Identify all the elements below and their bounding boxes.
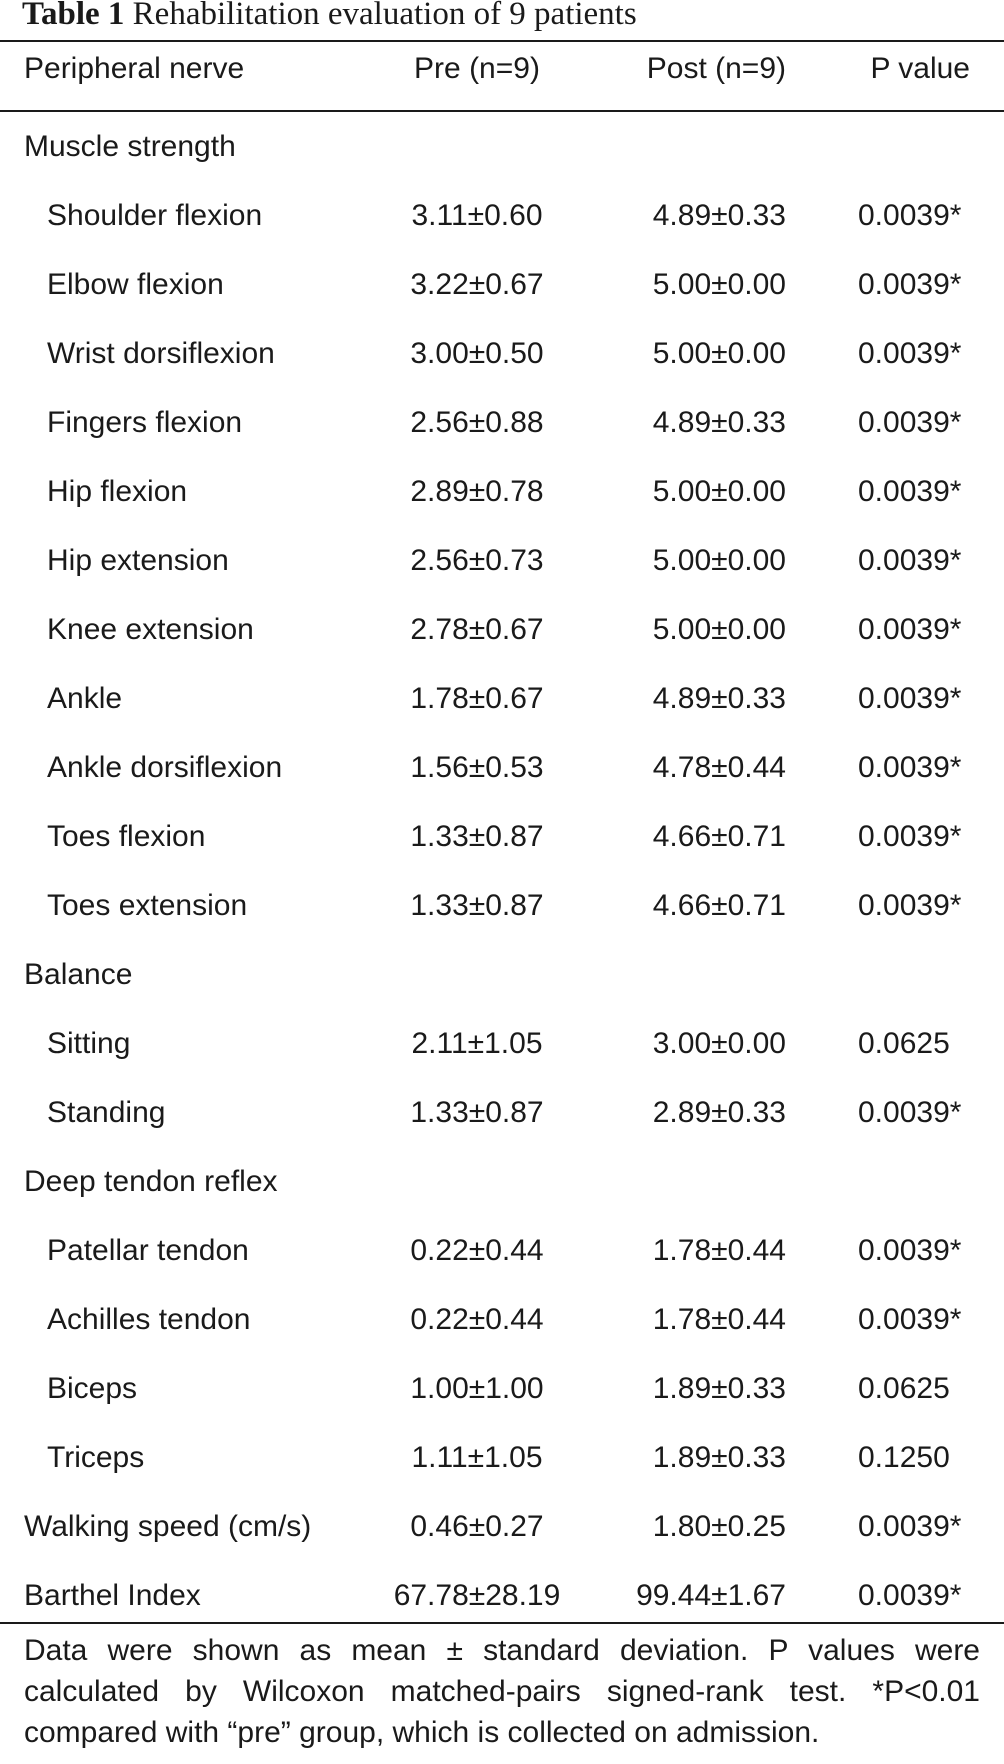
table-caption-title: Rehabilitation evaluation of 9 patients (132, 0, 637, 32)
table-row (0, 733, 1004, 802)
table-row (0, 802, 1004, 871)
p-value: 0.0039* (858, 1510, 962, 1543)
row-label: Deep tendon reflex (24, 1165, 278, 1198)
table-row (0, 1492, 1004, 1561)
table-row (0, 1354, 1004, 1423)
pre-value: 1.11±1.05 (411, 1441, 543, 1474)
p-value: 0.0039* (858, 199, 962, 232)
post-value: 5.00±0.00 (652, 268, 786, 301)
row-label: Biceps (47, 1372, 138, 1405)
row-label: Muscle strength (24, 130, 236, 163)
post-value: 4.89±0.33 (652, 199, 786, 232)
row-label: Toes extension (47, 889, 248, 922)
table-group-row (0, 940, 1004, 1009)
pre-value: 1.33±0.87 (410, 889, 544, 922)
table-footnote: Data were shown as mean ± standard deviation. P values were calculated by Wilcoxon matched-pairs signed-rank test. *P<0.01 compared with “pre” group, which is collected on admission. (24, 1634, 980, 1749)
pre-value: 0.22±0.44 (410, 1303, 544, 1336)
post-value: 4.66±0.71 (652, 820, 786, 853)
p-value: 0.0039* (858, 820, 962, 853)
row-label: Standing (47, 1096, 166, 1129)
table-row (0, 1216, 1004, 1285)
table-group-row (0, 112, 1004, 181)
header-post: Post (n=9) (646, 52, 786, 85)
table-row (0, 871, 1004, 940)
p-value: 0.0039* (858, 889, 962, 922)
p-value: 0.0039* (858, 1303, 962, 1336)
p-value: 0.0039* (858, 544, 962, 577)
p-value: 0.0039* (858, 751, 962, 784)
table-row (0, 457, 1004, 526)
post-value: 4.66±0.71 (652, 889, 786, 922)
pre-value: 0.46±0.27 (410, 1510, 544, 1543)
row-label: Ankle (47, 682, 123, 715)
post-value: 1.78±0.44 (652, 1234, 786, 1267)
pre-value: 1.78±0.67 (410, 682, 544, 715)
header-p-value: P value (870, 52, 970, 85)
p-value: 0.0039* (858, 337, 962, 370)
row-label: Patellar tendon (47, 1234, 249, 1267)
table-row (0, 664, 1004, 733)
row-label: Ankle dorsiflexion (47, 751, 283, 784)
table-row (0, 1423, 1004, 1492)
pre-value: 2.56±0.88 (410, 406, 544, 439)
post-value: 4.89±0.33 (652, 406, 786, 439)
row-label: Knee extension (47, 613, 254, 646)
table-row (0, 1009, 1004, 1078)
pre-value: 3.11±0.60 (411, 199, 543, 232)
post-value: 4.78±0.44 (652, 751, 786, 784)
p-value: 0.0039* (858, 1234, 962, 1267)
table-row (0, 526, 1004, 595)
table-row (0, 1285, 1004, 1354)
header-peripheral-nerve: Peripheral nerve (24, 52, 245, 85)
post-value: 1.78±0.44 (652, 1303, 786, 1336)
row-label: Toes flexion (47, 820, 206, 853)
pre-value: 2.56±0.73 (410, 544, 544, 577)
row-label: Hip extension (47, 544, 229, 577)
row-label: Shoulder flexion (47, 199, 263, 232)
p-value: 0.0625 (858, 1027, 950, 1060)
post-value: 2.89±0.33 (652, 1096, 786, 1129)
row-label: Wrist dorsiflexion (47, 337, 275, 370)
post-value: 4.89±0.33 (652, 682, 786, 715)
table-caption-label: Table 1 (22, 0, 125, 32)
post-value: 99.44±1.67 (636, 1579, 786, 1612)
row-label: Elbow flexion (47, 268, 224, 301)
p-value: 0.0625 (858, 1372, 950, 1405)
pre-value: 1.56±0.53 (410, 751, 544, 784)
table-header-row (0, 34, 1004, 103)
pre-value: 2.11±1.05 (411, 1027, 543, 1060)
p-value: 0.0039* (858, 682, 962, 715)
table-row (0, 319, 1004, 388)
p-value: 0.0039* (858, 268, 962, 301)
post-value: 3.00±0.00 (652, 1027, 786, 1060)
table-row (0, 250, 1004, 319)
table-row (0, 595, 1004, 664)
pre-value: 1.33±0.87 (410, 1096, 544, 1129)
row-label: Achilles tendon (47, 1303, 251, 1336)
p-value: 0.1250 (858, 1441, 950, 1474)
pre-value: 3.00±0.50 (410, 337, 544, 370)
table-row (0, 1078, 1004, 1147)
table-caption (22, 0, 637, 34)
table-row (0, 1561, 1004, 1630)
pre-value: 67.78±28.19 (393, 1579, 561, 1612)
pre-value: 0.22±0.44 (410, 1234, 544, 1267)
table-group-row (0, 1147, 1004, 1216)
post-value: 5.00±0.00 (652, 337, 786, 370)
row-label: Sitting (47, 1027, 131, 1060)
post-value: 5.00±0.00 (652, 475, 786, 508)
row-label: Triceps (47, 1441, 145, 1474)
p-value: 0.0039* (858, 475, 962, 508)
row-label: Walking speed (cm/s) (24, 1510, 312, 1543)
header-pre: Pre (n=9) (414, 52, 540, 85)
post-value: 1.80±0.25 (652, 1510, 786, 1543)
row-label: Fingers flexion (47, 406, 243, 439)
table-row (0, 388, 1004, 457)
p-value: 0.0039* (858, 1096, 962, 1129)
post-value: 1.89±0.33 (652, 1372, 786, 1405)
table-bottom-rule (0, 1622, 1004, 1624)
pre-value: 1.33±0.87 (410, 820, 544, 853)
post-value: 5.00±0.00 (652, 613, 786, 646)
row-label: Balance (24, 958, 133, 991)
pre-value: 1.00±1.00 (410, 1372, 544, 1405)
row-label: Barthel Index (24, 1579, 201, 1612)
row-label: Hip flexion (47, 475, 188, 508)
pre-value: 3.22±0.67 (410, 268, 544, 301)
post-value: 5.00±0.00 (652, 544, 786, 577)
post-value: 1.89±0.33 (652, 1441, 786, 1474)
table-row (0, 181, 1004, 250)
pre-value: 2.78±0.67 (410, 613, 544, 646)
p-value: 0.0039* (858, 1579, 962, 1612)
p-value: 0.0039* (858, 613, 962, 646)
pre-value: 2.89±0.78 (410, 475, 544, 508)
p-value: 0.0039* (858, 406, 962, 439)
